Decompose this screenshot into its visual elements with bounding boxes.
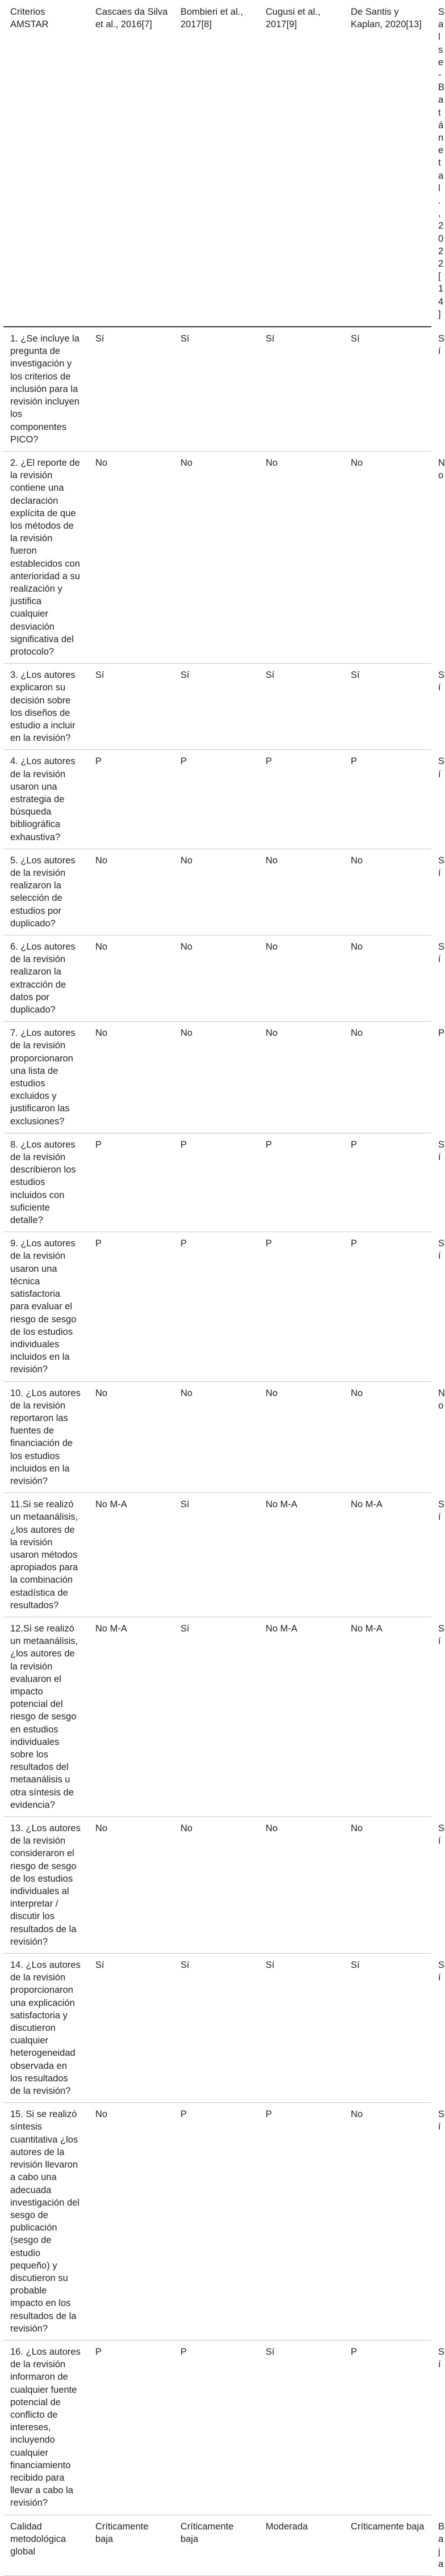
table-row: 5. ¿Los autores de la revisión realizaron la selección de estudios por duplicado? No No No No Sí: [3, 849, 431, 935]
cugusi-cell: Moderada: [259, 2515, 344, 2576]
de-santis-cell: P: [344, 750, 431, 849]
cascaes-cell: Críticamente baja: [89, 2515, 174, 2576]
header-de-santis: De Santis y Kaplan, 2020[13]: [344, 0, 431, 327]
criterion-cell: 2. ¿El reporte de la revisión contiene una declaración explícita de que los métodos de la revisión fueron establecidos con anterioridad a su realización y justifica cualquier desviación significativa del protocolo?: [3, 451, 89, 663]
table-row: 15. Si se realizó síntesis cuantitativa ¿los autores de la revisión llevaron a cabo una adecuada investigación del sesgo de publicación (sesgo de estudio pequeño) y discutieron su probable impacto en los resultados de la revisión? No P P No Sí: [3, 2103, 431, 2341]
table-row: 11.Si se realizó un metaanálisis, ¿los autores de la revisión usaron métodos apropiados para la combinación estadística de resultados? No M-A Sí No M-A No M-A Sí: [3, 1493, 431, 1617]
cascaes-cell: No: [89, 1022, 174, 1133]
cascaes-cell: P: [89, 1232, 174, 1381]
cugusi-cell: Sí: [259, 2340, 344, 2515]
cugusi-cell: No: [259, 1817, 344, 1954]
table-row: 6. ¿Los autores de la revisión realizaron la extracción de datos por duplicado? No No No No Sí: [3, 935, 431, 1022]
bombieri-cell: No: [174, 935, 259, 1022]
de-santis-cell: No M-A: [344, 1617, 431, 1816]
de-santis-cell: Críticamente baja: [344, 2515, 431, 2576]
de-santis-cell: P: [344, 1232, 431, 1381]
bombieri-cell: Sí: [174, 1617, 259, 1816]
bombieri-cell: Sí: [174, 664, 259, 750]
criterion-cell: Calidad metodológica global: [3, 2515, 89, 2576]
cugusi-cell: Sí: [259, 1954, 344, 2103]
cugusi-cell: No: [259, 451, 344, 663]
bombieri-cell: P: [174, 1133, 259, 1232]
bombieri-cell: No: [174, 1381, 259, 1493]
table-row: 9. ¿Los autores de la revisión usaron una técnica satisfactoria para evaluar el riesgo de sesgo de los estudios individuales incluidos en la revisión? P P P P Sí: [3, 1232, 431, 1381]
cascaes-cell: Sí: [89, 664, 174, 750]
cascaes-cell: No: [89, 2103, 174, 2341]
criterion-cell: 5. ¿Los autores de la revisión realizaron la selección de estudios por duplicado?: [3, 849, 89, 935]
de-santis-cell: P: [344, 2340, 431, 2515]
cascaes-cell: No: [89, 935, 174, 1022]
criterion-cell: 15. Si se realizó síntesis cuantitativa ¿los autores de la revisión llevaron a cabo una adecuada investigación del sesgo de publicación (sesgo de estudio pequeño) y discutieron su probable impacto en los resultados de la revisión?: [3, 2103, 89, 2341]
cascaes-cell: No: [89, 849, 174, 935]
cugusi-cell: No M-A: [259, 1617, 344, 1816]
cugusi-cell: Sí: [259, 327, 344, 451]
bombieri-cell: P: [174, 1232, 259, 1381]
bombieri-cell: Críticamente baja: [174, 2515, 259, 2576]
cascaes-cell: No: [89, 451, 174, 663]
bombieri-cell: No: [174, 1022, 259, 1133]
amstar-quality-table: [3, 0, 445, 2576]
criterion-cell: 1. ¿Se incluye la pregunta de investigación y los criterios de inclusión para la revisión incluyen los componentes PICO?: [3, 327, 89, 451]
table-row: 12.Si se realizó un metaanálisis, ¿los autores de la revisión evaluaron el impacto potencial del riesgo de sesgo en estudios individuales sobre los resultados del metaanálisis u otra síntesis de evidencia? No M-A Sí No M-A No M-A Sí: [3, 1617, 431, 1816]
header-cascaes: Cascaes da Silva et al., 2016[7]: [89, 0, 174, 327]
table-row: 14. ¿Los autores de la revisión proporcionaron una explicación satisfactoria y discutieron cualquier heterogeneidad observada en los resultados de la revisión? Sí Sí Sí Sí Sí: [3, 1954, 431, 2103]
header-row: Criterios AMSTAR Cascaes da Silva et al., 2016[7] Bombieri et al., 2017[8] Cugusi et al., 2017[9] De Santis y Kaplan, 2020[13] Salse-Batán et al., 2022[14]: [3, 0, 431, 327]
header-criteria: Criterios AMSTAR: [3, 0, 89, 327]
table-row: 2. ¿El reporte de la revisión contiene una declaración explícita de que los métodos de la revisión fueron establecidos con anterioridad a su realización y justifica cualquier desviación significativa del protocolo? No No No No No: [3, 451, 431, 663]
cugusi-cell: No: [259, 1022, 344, 1133]
table-row: 3. ¿Los autores explicaron su decisión sobre los diseños de estudio a incluir en la revisión? Sí Sí Sí Sí Sí: [3, 664, 431, 750]
de-santis-cell: No: [344, 849, 431, 935]
de-santis-cell: No: [344, 451, 431, 663]
de-santis-cell: No: [344, 1817, 431, 1954]
de-santis-cell: P: [344, 1133, 431, 1232]
table-header: [3, 0, 445, 327]
cascaes-cell: P: [89, 750, 174, 849]
criterion-cell: 8. ¿Los autores de la revisión describieron los estudios incluidos con suficiente detalle?: [3, 1133, 89, 1232]
cascaes-cell: No M-A: [89, 1493, 174, 1617]
criterion-cell: 7. ¿Los autores de la revisión proporcionaron una lista de estudios excluidos y justificaron las exclusiones?: [3, 1022, 89, 1133]
table-row: 8. ¿Los autores de la revisión describieron los estudios incluidos con suficiente detalle? P P P P Sí: [3, 1133, 431, 1232]
header-bombieri: Bombieri et al., 2017[8]: [174, 0, 259, 327]
de-santis-cell: No: [344, 2103, 431, 2341]
criterion-cell: 14. ¿Los autores de la revisión proporcionaron una explicación satisfactoria y discutieron cualquier heterogeneidad observada en los resultados de la revisión?: [3, 1954, 89, 2103]
table-row: 1. ¿Se incluye la pregunta de investigación y los criterios de inclusión para la revisión incluyen los componentes PICO? Sí Sí Sí Sí Sí: [3, 327, 431, 451]
de-santis-cell: No M-A: [344, 1493, 431, 1617]
criterion-cell: 10. ¿Los autores de la revisión reportaron las fuentes de financiación de los estudios incluidos en la revisión?: [3, 1381, 89, 1493]
bombieri-cell: P: [174, 2340, 259, 2515]
table-row: 10. ¿Los autores de la revisión reportaron las fuentes de financiación de los estudios incluidos en la revisión? No No No No No: [3, 1381, 431, 1493]
criterion-cell: 9. ¿Los autores de la revisión usaron una técnica satisfactoria para evaluar el riesgo de sesgo de los estudios individuales incluidos en la revisión?: [3, 1232, 89, 1381]
de-santis-cell: No: [344, 1381, 431, 1493]
cascaes-cell: No: [89, 1381, 174, 1493]
criterion-cell: 12.Si se realizó un metaanálisis, ¿los autores de la revisión evaluaron el impacto potencial del riesgo de sesgo en estudios individuales sobre los resultados del metaanálisis u otra síntesis de evidencia?: [3, 1617, 89, 1816]
bombieri-cell: Sí: [174, 1954, 259, 2103]
table-body: [3, 327, 445, 2576]
criterion-cell: 11.Si se realizó un metaanálisis, ¿los autores de la revisión usaron métodos apropiados para la combinación estadística de resultados?: [3, 1493, 89, 1617]
de-santis-cell: Sí: [344, 664, 431, 750]
de-santis-cell: Sí: [344, 1954, 431, 2103]
cugusi-cell: P: [259, 750, 344, 849]
bombieri-cell: No: [174, 1817, 259, 1954]
criterion-cell: 6. ¿Los autores de la revisión realizaron la extracción de datos por duplicado?: [3, 935, 89, 1022]
cascaes-cell: P: [89, 2340, 174, 2515]
cascaes-cell: P: [89, 1133, 174, 1232]
cugusi-cell: No: [259, 849, 344, 935]
de-santis-cell: Sí: [344, 327, 431, 451]
table-row: 13. ¿Los autores de la revisión consideraron el riesgo de sesgo de los estudios individuales al interpretar / discutir los resultados de la revisión? No No No No Sí: [3, 1817, 431, 1954]
bombieri-cell: No: [174, 849, 259, 935]
table-row: Calidad metodológica global Críticamente baja Críticamente baja Moderada Críticamente baja Baja: [3, 2515, 431, 2576]
cugusi-cell: P: [259, 2103, 344, 2341]
cascaes-cell: Sí: [89, 327, 174, 451]
cugusi-cell: No M-A: [259, 1493, 344, 1617]
cugusi-cell: No: [259, 1381, 344, 1493]
criterion-cell: 4. ¿Los autores de la revisión usaron una estrategia de búsqueda bibliográfica exhaustiva?: [3, 750, 89, 849]
bombieri-cell: Sí: [174, 327, 259, 451]
criterion-cell: 16. ¿Los autores de la revisión informaron de cualquier fuente potencial de conflicto de intereses, incluyendo cualquier financiamiento recibido para llevar a cabo la revisión?: [3, 2340, 89, 2515]
cugusi-cell: P: [259, 1133, 344, 1232]
cugusi-cell: Sí: [259, 664, 344, 750]
table-row: 16. ¿Los autores de la revisión informaron de cualquier fuente potencial de conflicto de intereses, incluyendo cualquier financiamiento recibido para llevar a cabo la revisión? P P Sí P Sí: [3, 2340, 431, 2515]
bombieri-cell: Sí: [174, 1493, 259, 1617]
cascaes-cell: No M-A: [89, 1617, 174, 1816]
criterion-cell: 3. ¿Los autores explicaron su decisión sobre los diseños de estudio a incluir en la revisión?: [3, 664, 89, 750]
header-cugusi: Cugusi et al., 2017[9]: [259, 0, 344, 327]
bombieri-cell: P: [174, 750, 259, 849]
cugusi-cell: P: [259, 1232, 344, 1381]
de-santis-cell: No: [344, 1022, 431, 1133]
cugusi-cell: No: [259, 935, 344, 1022]
de-santis-cell: No: [344, 935, 431, 1022]
cascaes-cell: Sí: [89, 1954, 174, 2103]
bombieri-cell: No: [174, 451, 259, 663]
table-row: 7. ¿Los autores de la revisión proporcionaron una lista de estudios excluidos y justificaron las exclusiones? No No No No P: [3, 1022, 431, 1133]
criterion-cell: 13. ¿Los autores de la revisión consideraron el riesgo de sesgo de los estudios individuales al interpretar / discutir los resultados de la revisión?: [3, 1817, 89, 1954]
bombieri-cell: P: [174, 2103, 259, 2341]
cascaes-cell: No: [89, 1817, 174, 1954]
table-row: 4. ¿Los autores de la revisión usaron una estrategia de búsqueda bibliográfica exhaustiva? P P P P Sí: [3, 750, 431, 849]
